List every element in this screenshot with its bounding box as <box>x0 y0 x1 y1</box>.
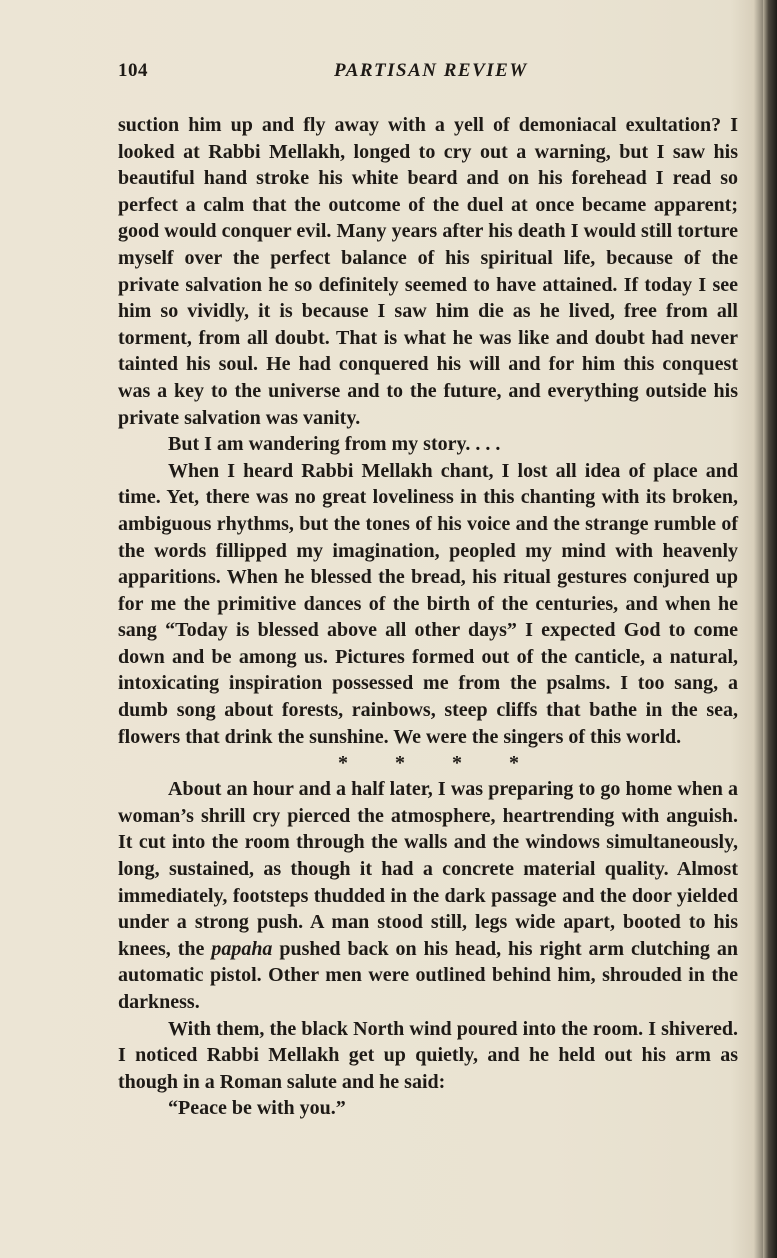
running-head: PARTISAN REVIEW <box>334 60 528 81</box>
italic-term: papaha <box>211 937 273 960</box>
page-gutter-shadow <box>763 0 777 1258</box>
paragraph-5: With them, the black North wind poured into the room. I shivered. I noticed Rabbi Mellakh get up quietly, and he held out his arm as though in a Roman salute and he said: <box>118 1017 738 1093</box>
paragraph-6: “Peace be with you.” <box>168 1097 346 1120</box>
paragraph-3: When I heard Rabbi Mellakh chant, I lost all idea of place and time. Yet, there was no great loveliness in this chanting with its broken, ambiguous rhythms, but the tones of his voice and the strange rumble of the words fillipped my imagination, peopled my mind with heavenly apparitions. When he blessed the bread, his ritual gestures conjured up for me the primitive dances of the birth of the centuries, and when he sang “Today is blessed above all other days” I expected God to come down and be among us. Pictures formed out of the canticle, a natural, intoxicating inspiration possessed me from the psalms. I too sang, a dumb song about forests, rainbows, steep cliffs that bathe in the sea, flowers that drink the sunshine. We were the singers of this world. <box>118 459 738 748</box>
paragraph-1: suction him up and fly away with a yell of demoniacal exultation? I looked at Rabbi Mellakh, longed to cry out a warning, but I saw his beautiful hand stroke his white beard and on his forehead I read so perfect a calm that the outcome of the duel at once became apparent; good would conquer evil. Many years after his death I would still torture myself over the perfect balance of his spiritual life, because of the private salvation he so definitely seemed to have attained. If today I see him so vividly, it is because I saw him die as he lived, free from all torment, from all doubt. That is what he was like and doubt had never tainted his soul. He had conquered his will and for him this conquest was a key to the universe and to the future, and everything outside his private salvation was vanity. <box>118 114 738 429</box>
body-text <box>118 112 738 1122</box>
section-break-ornament: * * * * <box>338 752 519 775</box>
page-header <box>118 60 738 90</box>
paragraph-2: But I am wandering from my story. . . . <box>168 433 501 456</box>
paragraph-4: About an hour and a half later, I was preparing to go home when a woman’s shrill cry pierced the atmosphere, heartrending with anguish. It cut into the room through the walls and the windows simultaneously, long, sustained, as though it had a concrete material quality. Almost immediately, footsteps thudded in the dark passage and the door yielded under a strong push. A man stood still, legs wide apart, booted to his knees, the papaha pushed back on his head, his right arm clutching an automatic pistol. Other men were outlined behind him, shrouded in the darkness. <box>118 778 738 1013</box>
page-number: 104 <box>118 60 148 81</box>
